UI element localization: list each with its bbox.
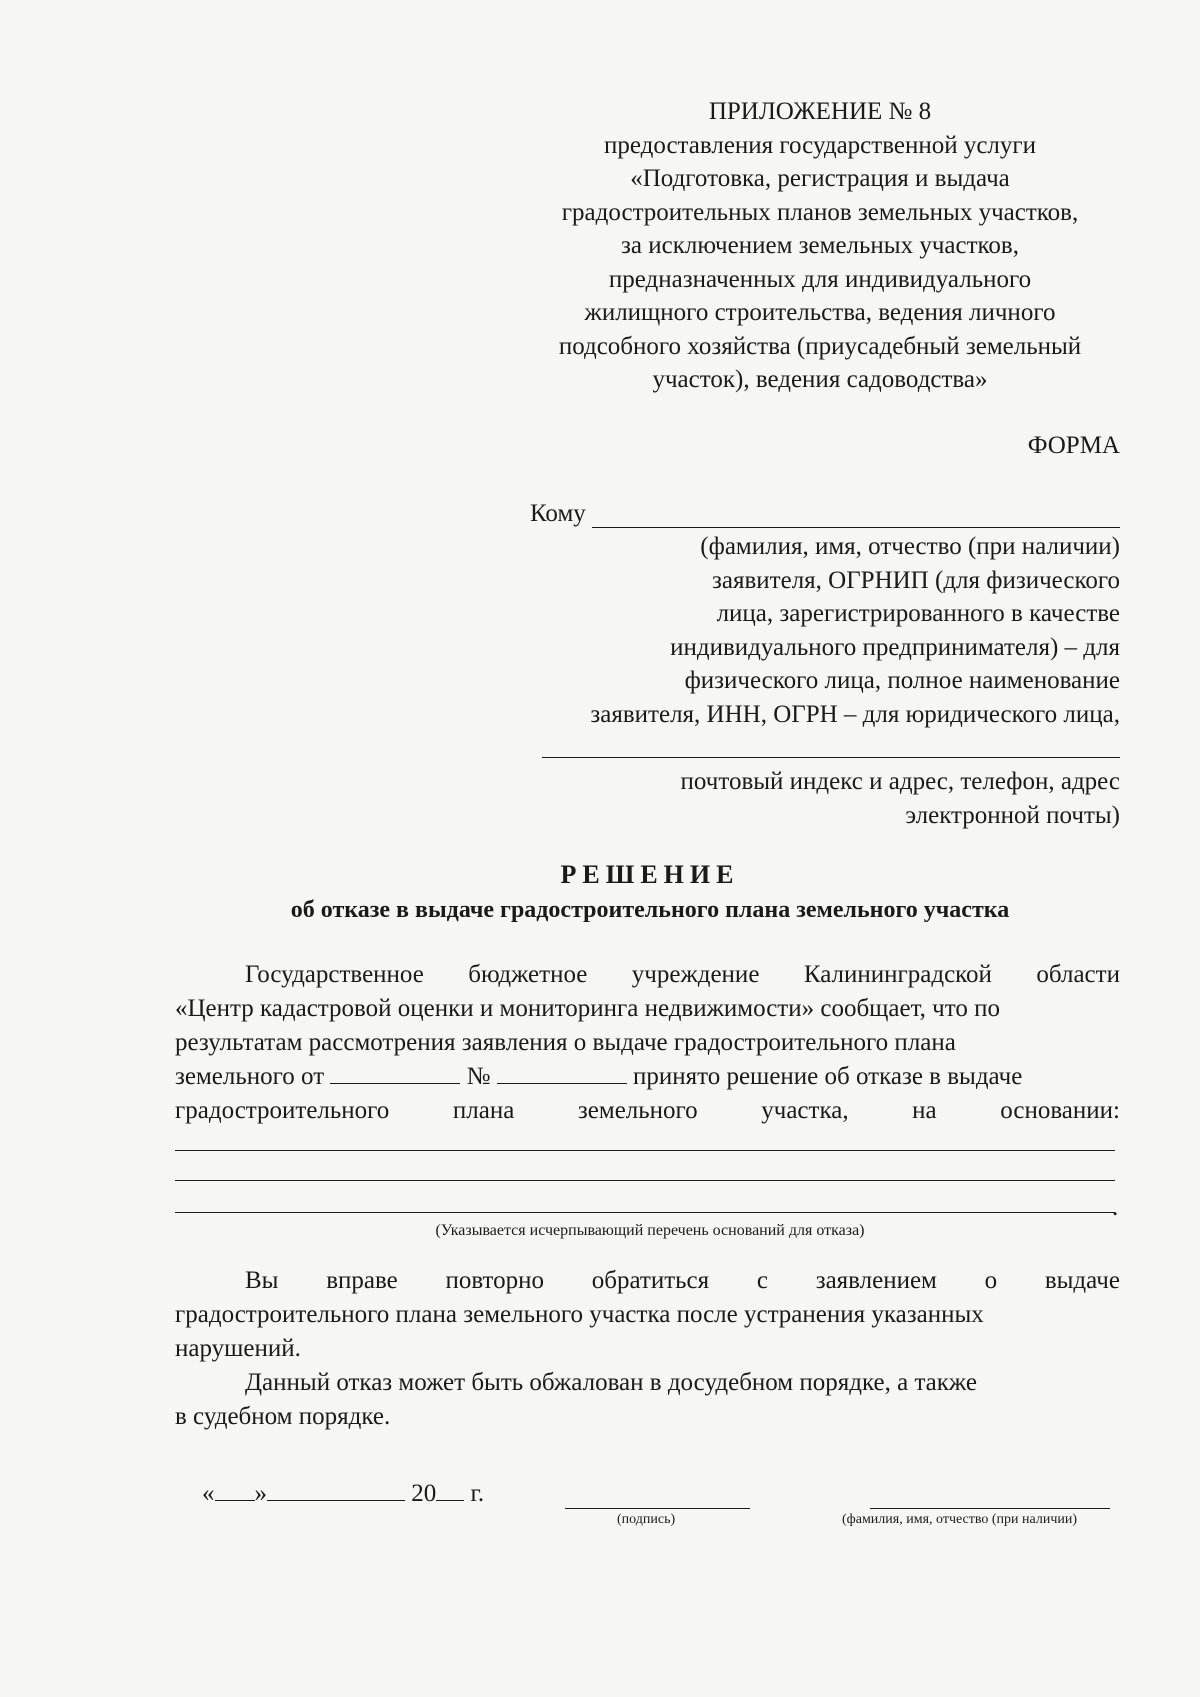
appendix-line-6: жилищного строительства, ведения личного <box>584 299 1056 326</box>
p1-word: Калининградской <box>803 961 992 988</box>
paragraph-1 <box>175 958 1120 1128</box>
recipient-hint-line-4: индивидуального предпринимателя) – для <box>670 633 1120 661</box>
full-name-hint: (фамилия, имя, отчество (при наличии) <box>842 1512 1078 1527</box>
p2-line-1 <box>175 1264 1120 1298</box>
p2-word: выдаче <box>1044 1267 1120 1294</box>
recipient-hint-line-1: (фамилия, имя, отчество (при наличии) <box>700 533 1120 560</box>
p3-line-2: в судебном порядке. <box>175 1403 391 1430</box>
appendix-line-2: «Подготовка, регистрация и выдача <box>630 165 1010 192</box>
application-number-field[interactable] <box>497 1061 627 1084</box>
full-name-field[interactable] <box>870 1508 1110 1509</box>
p1-line-2: «Центр кадастровой оценки и мониторинга недвижимости» сообщает, что по <box>175 995 1000 1022</box>
number-sign: № <box>466 1063 491 1090</box>
p1-word: бюджетное <box>468 961 588 988</box>
p1-word: градостроительного <box>175 1097 390 1124</box>
signature-field[interactable] <box>565 1508 750 1509</box>
date-row <box>202 1478 484 1508</box>
p1-line-5 <box>175 1094 1120 1128</box>
month-field[interactable] <box>267 1478 405 1501</box>
appendix-line-1: предоставления государственной услуги <box>603 131 1037 159</box>
recipient-hint-line-5: физического лица, полное наименование <box>684 667 1120 694</box>
p2-word: Вы <box>245 1267 279 1294</box>
p2-word: вправе <box>326 1267 398 1294</box>
p1-line-4 <box>175 1060 1120 1094</box>
year-suffix: г. <box>470 1480 485 1507</box>
p1-word: земельного <box>577 1097 698 1124</box>
decision-title: РЕШЕНИЕ <box>560 860 740 889</box>
p1-word: плана <box>452 1097 515 1124</box>
recipient-address-hint-line-1: почтовый индекс и адрес, телефон, адрес <box>680 768 1120 795</box>
form-label: ФОРМА <box>1027 432 1120 459</box>
recipient-address-field[interactable] <box>542 757 1120 758</box>
recipient-row <box>530 500 1120 528</box>
recipient-hint <box>530 530 1120 731</box>
appendix-header <box>500 95 1140 397</box>
p2-word: о <box>984 1267 998 1294</box>
date-open-quote: « <box>202 1480 215 1507</box>
paragraph-2 <box>175 1264 1120 1366</box>
year-prefix: 20 <box>411 1480 437 1507</box>
day-field[interactable] <box>215 1478 255 1501</box>
reasons-hint: (Указывается исчерпывающий перечень оснований для отказа) <box>435 1222 865 1239</box>
p2-word: с <box>756 1267 768 1294</box>
recipient-block <box>530 500 1120 731</box>
recipient-hint-line-3: лица, зарегистрированного в качестве <box>716 600 1120 627</box>
decision-subtitle: об отказе в выдаче градостроительного плана земельного участка <box>290 897 1010 923</box>
p2-line-2: градостроительного плана земельного участка после устранения указанных <box>175 1301 984 1328</box>
p2-word: обратиться <box>591 1267 710 1294</box>
recipient-address-hint <box>681 765 1120 832</box>
reasons-line-1[interactable] <box>175 1150 1115 1151</box>
recipient-label: Кому <box>530 500 586 527</box>
appendix-line-8: участок), ведения садоводства» <box>652 366 988 393</box>
p1-word: области <box>1036 961 1120 988</box>
p2-word: повторно <box>445 1267 545 1294</box>
p1-word: учреждение <box>631 961 760 988</box>
recipient-hint-line-6: заявителя, ИНН, ОГРН – для юридического лица, <box>590 700 1120 728</box>
p1-line-3: результатам рассмотрения заявления о выдаче градостроительного плана <box>175 1029 956 1056</box>
p2-line-3: нарушений. <box>175 1335 301 1362</box>
p1-word: участка, <box>761 1097 849 1124</box>
recipient-address-hint-line-2: электронной почты) <box>905 801 1120 829</box>
reasons-line-2[interactable] <box>175 1180 1115 1181</box>
recipient-hint-line-2: заявителя, ОГРНИП (для физического <box>712 566 1120 594</box>
appendix-line-7: подсобного хозяйства (приусадебный земельный <box>558 332 1082 360</box>
signature-hint: (подпись) <box>617 1512 676 1527</box>
p1-word: Государственное <box>245 961 424 988</box>
p3-line-1: Данный отказ может быть обжалован в досудебном порядке, а также <box>245 1369 977 1396</box>
appendix-line-5: предназначенных для индивидуального <box>608 265 1032 293</box>
p2-word: заявлением <box>815 1267 937 1294</box>
paragraph-3 <box>175 1366 1120 1434</box>
reasons-line-3[interactable] <box>175 1212 1115 1213</box>
year-field[interactable] <box>436 1478 464 1501</box>
reasons-end-dot: . <box>1112 1194 1119 1221</box>
p1-line-1 <box>175 958 1120 992</box>
recipient-name-field[interactable] <box>592 501 1120 528</box>
appendix-line-3: градостроительных планов земельных участков, <box>561 198 1079 226</box>
appendix-line-4: за исключением земельных участков, <box>621 232 1019 259</box>
application-date-field[interactable] <box>330 1061 460 1084</box>
p1-word: на <box>912 1097 937 1124</box>
date-close-quote: » <box>254 1480 267 1507</box>
appendix-title: ПРИЛОЖЕНИЕ № 8 <box>708 98 932 125</box>
p1-word: основании: <box>1000 1097 1120 1124</box>
p1-line-4-c: принято решение об отказе в выдаче <box>632 1063 1023 1090</box>
p1-line-4-a: земельного от <box>175 1063 325 1090</box>
